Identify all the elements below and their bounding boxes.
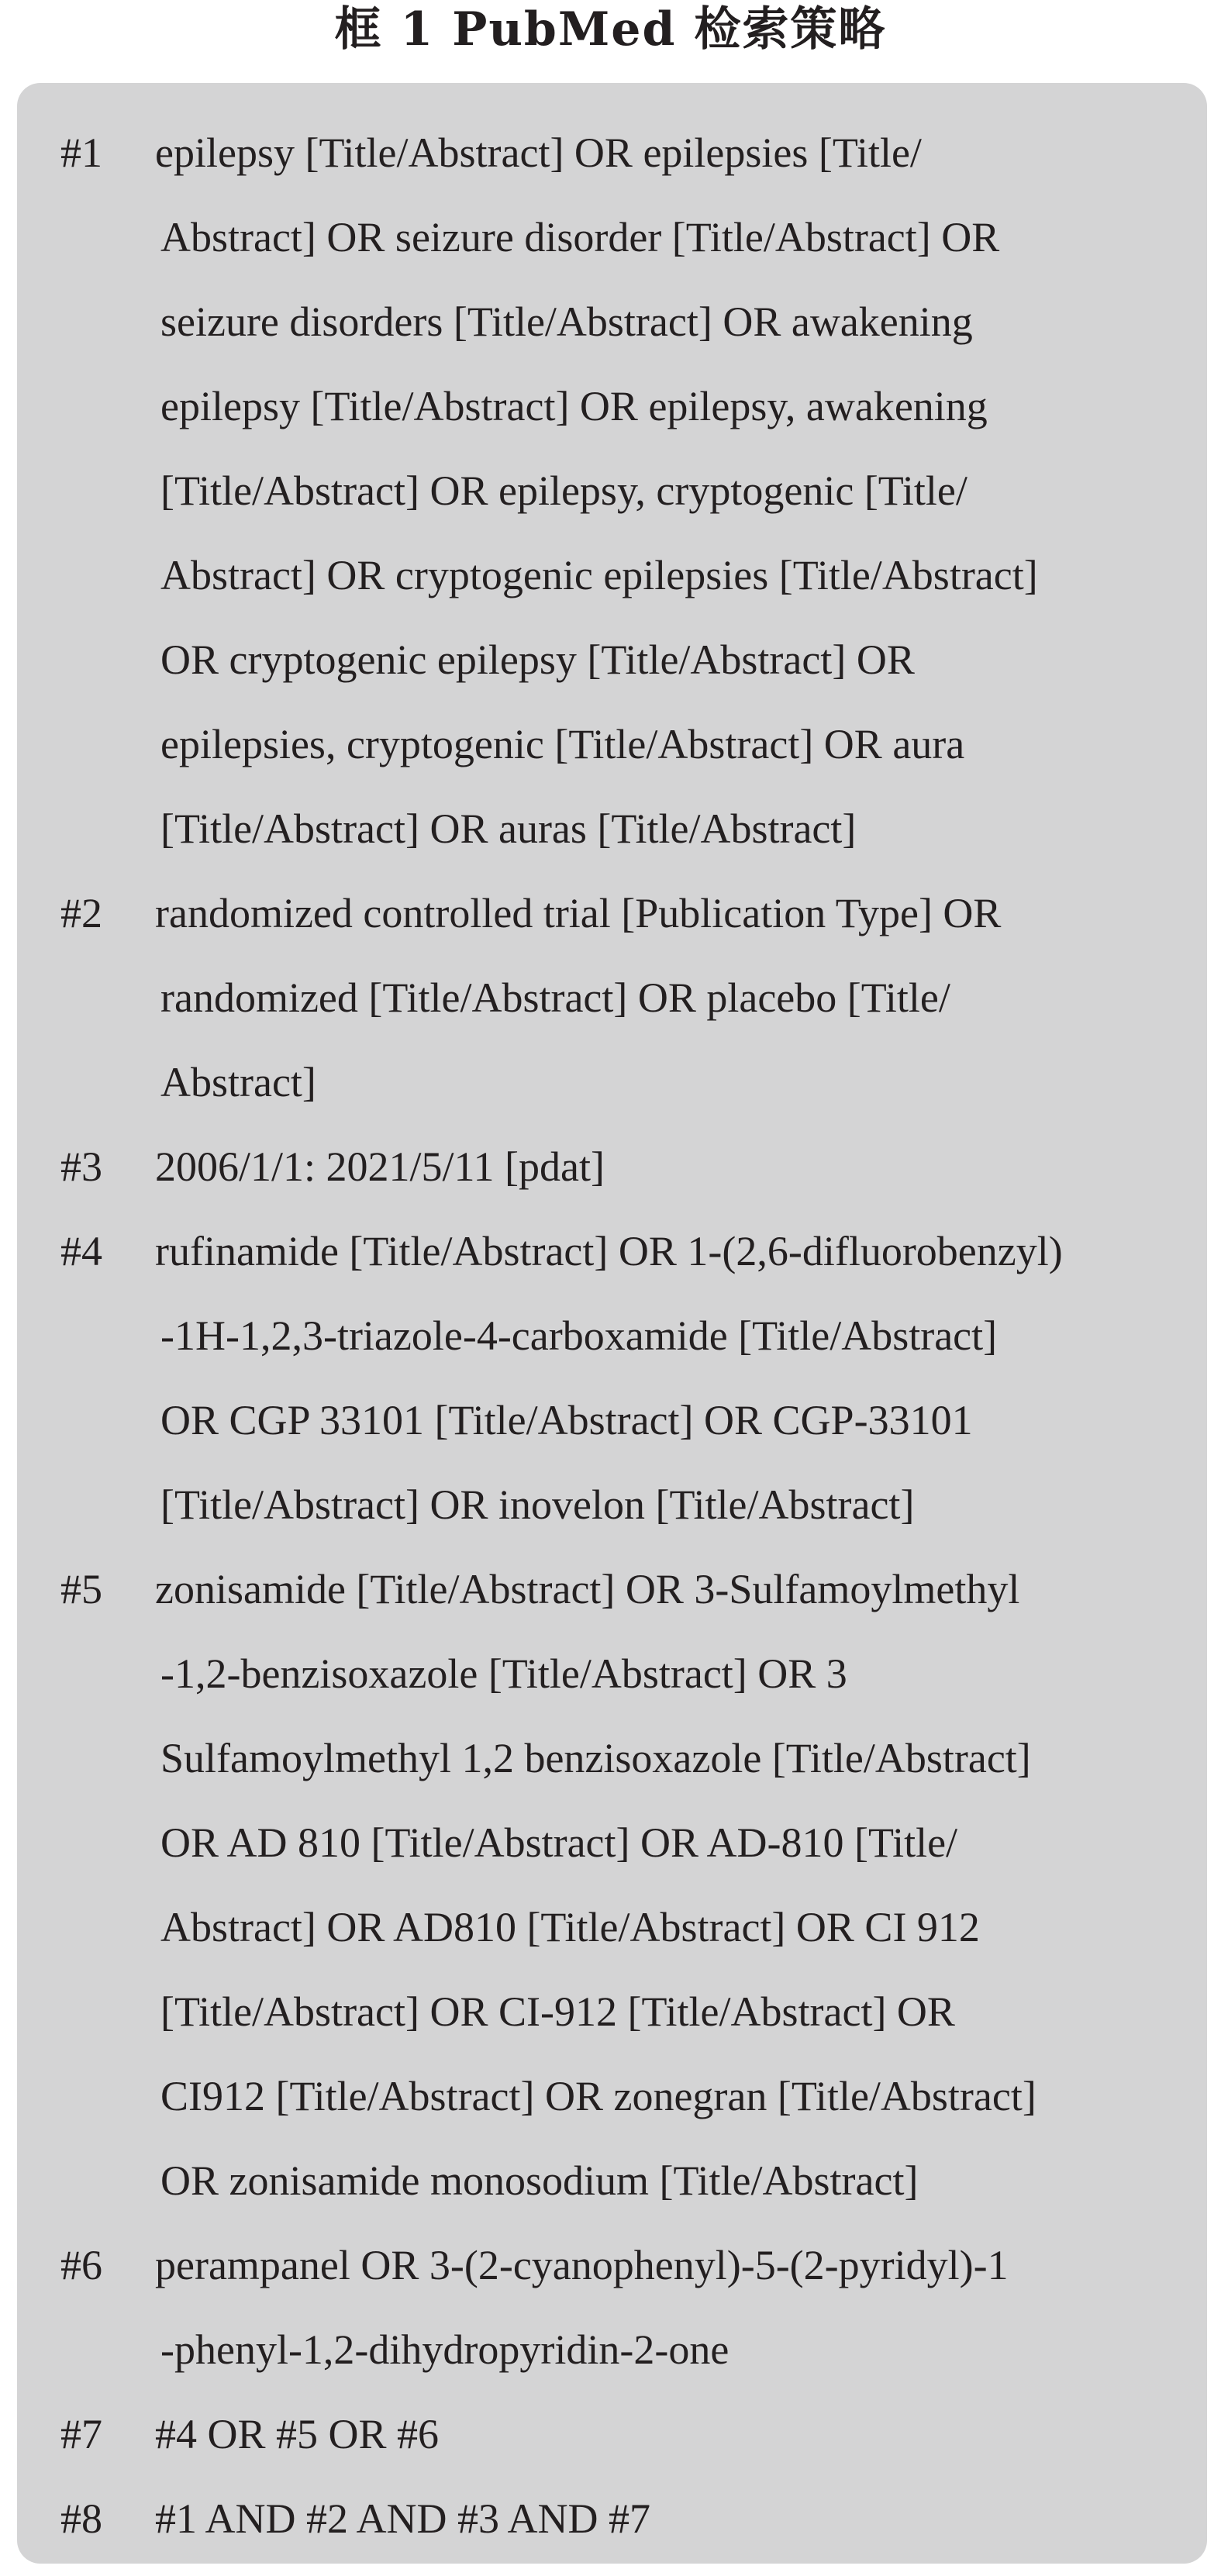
search-step xyxy=(60,871,1177,1125)
search-step-query-line: OR zonisamide monosodium [Title/Abstract] xyxy=(160,2157,919,2204)
search-step-query-line: Abstract] OR AD810 [Title/Abstract] OR CI 912 xyxy=(160,1904,980,1950)
search-step-query-line: [Title/Abstract] OR epilepsy, cryptogenic [Title/ xyxy=(160,467,967,514)
search-step-query-line: [Title/Abstract] OR inovelon [Title/Abstract] xyxy=(160,1481,915,1528)
search-step xyxy=(60,2477,1177,2561)
search-step-query-line: randomized [Title/Abstract] OR placebo [Title/ xyxy=(160,974,950,1021)
search-step-query-line: 2006/1/1: 2021/5/11 [pdat] xyxy=(155,1143,605,1190)
search-step-number: #5 xyxy=(60,1566,102,1612)
search-step xyxy=(60,111,1177,871)
search-step-query-line: perampanel OR 3-(2-cyanophenyl)-5-(2-pyridyl)-1 xyxy=(155,2242,1009,2288)
search-step-number: #8 xyxy=(60,2495,102,2542)
search-step-query-line: Sulfamoylmethyl 1,2 benzisoxazole [Title/Abstract] xyxy=(160,1735,1031,1781)
search-step xyxy=(60,1547,1177,2223)
search-step xyxy=(60,2223,1177,2392)
search-step-query-line: Abstract] OR cryptogenic epilepsies [Title/Abstract] xyxy=(160,552,1038,598)
search-step-number: #4 xyxy=(60,1228,102,1274)
search-step-query-line: Abstract] OR seizure disorder [Title/Abstract] OR xyxy=(160,214,1000,260)
search-step-number: #7 xyxy=(60,2411,102,2457)
search-step-query-line: OR CGP 33101 [Title/Abstract] OR CGP-33101 xyxy=(160,1397,973,1443)
search-step-query-line: randomized controlled trial [Publication Type] OR xyxy=(155,890,1002,936)
search-step-query-line: epilepsy [Title/Abstract] OR epilepsies [Title/ xyxy=(155,129,922,176)
search-strategy-list xyxy=(60,111,1177,2561)
search-step-query-line: OR cryptogenic epilepsy [Title/Abstract] OR xyxy=(160,636,915,683)
search-step-query-line: rufinamide [Title/Abstract] OR 1-(2,6-difluorobenzyl) xyxy=(155,1228,1063,1274)
search-step-number: #2 xyxy=(60,890,102,936)
search-step xyxy=(60,2392,1177,2477)
box-title: 框 1 PubMed 检索策略 xyxy=(334,2,887,57)
search-step-query-line: -1H-1,2,3-triazole-4-carboxamide [Title/Abstract] xyxy=(160,1312,998,1359)
search-step xyxy=(60,1209,1177,1547)
search-step-query-line: [Title/Abstract] OR auras [Title/Abstract] xyxy=(160,805,857,852)
search-step-query-line: [Title/Abstract] OR CI-912 [Title/Abstract] OR xyxy=(160,1988,955,2035)
search-step-query-line: epilepsies, cryptogenic [Title/Abstract] OR aura xyxy=(160,721,965,767)
search-step-query-line: #1 AND #2 AND #3 AND #7 xyxy=(155,2495,651,2542)
search-step-number: #6 xyxy=(60,2242,102,2288)
search-step-number: #1 xyxy=(60,129,102,176)
search-step-query-line: Abstract] xyxy=(160,1059,316,1105)
search-step-query-line: epilepsy [Title/Abstract] OR epilepsy, awakening xyxy=(160,383,988,429)
search-step-query-line: zonisamide [Title/Abstract] OR 3-Sulfamoylmethyl xyxy=(155,1566,1020,1612)
search-step-query-line: seizure disorders [Title/Abstract] OR awakening xyxy=(160,298,973,345)
search-step-query-line: CI912 [Title/Abstract] OR zonegran [Title/Abstract] xyxy=(160,2073,1036,2119)
search-step-query-line: -phenyl-1,2-dihydropyridin-2-one xyxy=(160,2326,729,2373)
search-step-query-line: -1,2-benzisoxazole [Title/Abstract] OR 3 xyxy=(160,1650,847,1697)
search-step-query-line: #4 OR #5 OR #6 xyxy=(155,2411,440,2457)
search-step xyxy=(60,1125,1177,1209)
search-step-number: #3 xyxy=(60,1143,102,1190)
search-step-query-line: OR AD 810 [Title/Abstract] OR AD-810 [Title/ xyxy=(160,1819,958,1866)
